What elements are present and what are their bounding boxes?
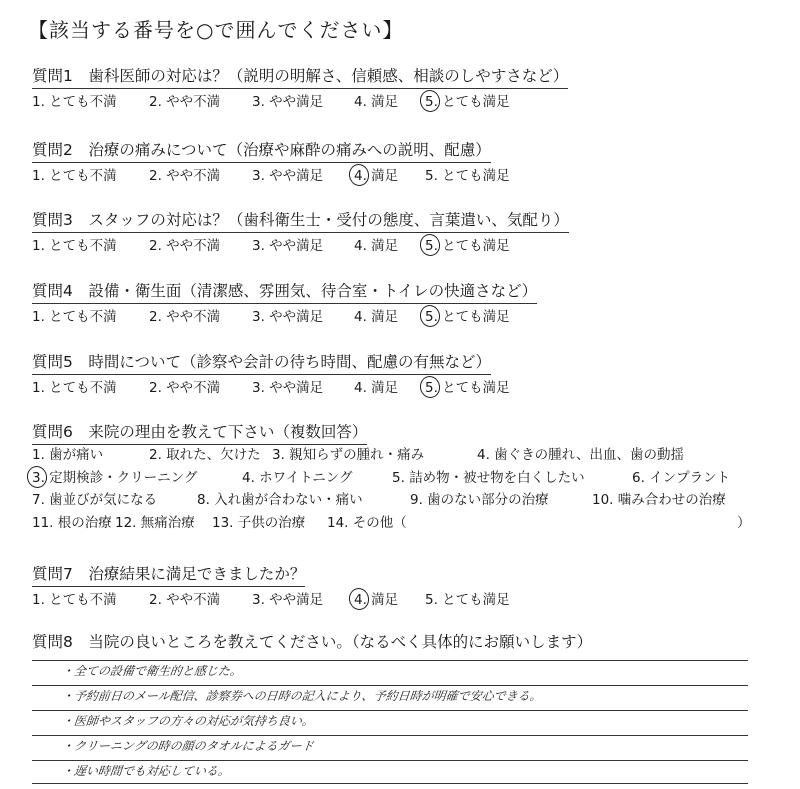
- reason-option-4-4-label: 14. その他（: [327, 514, 407, 531]
- question-4-option-4[interactable]: [354, 307, 398, 327]
- question-5-option-1-label: 1. とても不満: [32, 380, 117, 396]
- reason-option-1-4-label: 4. 歯ぐきの腫れ、出血、歯の動揺: [477, 447, 684, 463]
- question-2-option-4[interactable]: [354, 166, 398, 186]
- question-1-option-5-label: 5. とても満足: [425, 94, 510, 110]
- question-7-option-5[interactable]: [425, 590, 510, 610]
- question-7-option-3-label: 3. やや満足: [252, 592, 324, 608]
- question-3-option-4[interactable]: [354, 236, 398, 256]
- question-7-option-4[interactable]: [354, 590, 398, 610]
- reason-option-3-1-label: 7. 歯並びが気になる: [32, 492, 158, 508]
- question-3-option-4-label: 4. 満足: [354, 238, 399, 254]
- answer-line-5: [32, 760, 748, 761]
- answer-line-4: [32, 735, 748, 736]
- question-5-option-4[interactable]: [354, 378, 398, 398]
- question-2-option-3[interactable]: [252, 166, 323, 186]
- question-2-option-3-label: 3. やや満足: [252, 168, 324, 184]
- question-4-option-5[interactable]: [425, 307, 510, 327]
- question-4-option-1[interactable]: [32, 307, 117, 327]
- reason-option-1-3[interactable]: [272, 445, 424, 465]
- question-5-title: 質問5 時間について（診察や会計の待ち時間、配慮の有無など）: [32, 352, 491, 375]
- question-3-option-5-label: 5. とても満足: [425, 238, 510, 254]
- question-7-option-1[interactable]: [32, 590, 117, 610]
- reason-option-3-3-label: 9. 歯のない部分の治療: [410, 492, 549, 508]
- reason-option-2-1-label: 3. 定期検診・クリーニング: [32, 469, 198, 486]
- question-1-option-4-label: 4. 満足: [354, 94, 399, 110]
- question-3-option-5[interactable]: [425, 236, 510, 256]
- question-5-option-3-label: 3. やや満足: [252, 380, 324, 396]
- reason-option-1-1[interactable]: [32, 445, 103, 465]
- question-3-option-3[interactable]: [252, 236, 323, 256]
- reason-option-4-4[interactable]: [327, 513, 407, 533]
- question-1-option-2[interactable]: [149, 92, 220, 112]
- reason-option-2-4[interactable]: [632, 468, 730, 488]
- reason-option-4-1-label: 11. 根の治療: [32, 514, 112, 531]
- question-5-option-1[interactable]: [32, 378, 117, 398]
- question-5-option-2-label: 2. やや不満: [149, 380, 221, 396]
- question-4-option-4-label: 4. 満足: [354, 309, 399, 325]
- question-1-option-2-label: 2. やや不満: [149, 94, 221, 110]
- handwritten-answer-3: ・医師やスタッフの方々の対応が気持ち良い。: [61, 714, 315, 728]
- question-5-option-4-label: 4. 満足: [354, 380, 399, 396]
- other-close-paren: ）: [737, 514, 751, 531]
- question-7-option-1-label: 1. とても不満: [32, 592, 117, 608]
- question-3-option-2-label: 2. やや不満: [149, 238, 221, 254]
- reason-option-3-4-label: 10. 噛み合わせの治療: [592, 492, 726, 508]
- answer-line-2: [32, 685, 748, 686]
- reason-option-4-3-label: 13. 子供の治療: [212, 514, 306, 531]
- question-7-option-2-label: 2. やや不満: [149, 592, 221, 608]
- question-4-option-2-label: 2. やや不満: [149, 309, 221, 325]
- question-5-option-5-label: 5. とても満足: [425, 380, 510, 396]
- question-7-title: 質問7 治療結果に満足できましたか？: [32, 564, 305, 587]
- question-2-option-2-label: 2. やや不満: [149, 168, 221, 184]
- page-title: 【該当する番号を○で囲んでください】: [28, 18, 404, 42]
- question-7-option-5-label: 5. とても満足: [425, 592, 510, 608]
- question-1-option-1-label: 1. とても不満: [32, 94, 117, 110]
- reason-option-3-2[interactable]: [197, 490, 363, 510]
- reason-option-2-3[interactable]: [392, 468, 585, 488]
- question-6-title: 質問6 来院の理由を教えて下さい（複数回答）: [32, 422, 367, 445]
- question-7-option-4-label: 4. 満足: [354, 592, 399, 608]
- question-4-option-5-label: 5. とても満足: [425, 309, 510, 325]
- question-4-title: 質問4 設備・衛生面（清潔感、雰囲気、待合室・トイレの快適さなど）: [32, 281, 537, 304]
- question-2-option-1-label: 1. とても不満: [32, 168, 117, 184]
- answer-line-3: [32, 710, 748, 711]
- handwritten-answer-1: ・全ての設備で衛生的と感じた。: [61, 664, 243, 678]
- question-3-title: 質問3 スタッフの対応は？（歯科衛生士・受付の態度、言葉遣い、気配り）: [32, 210, 569, 233]
- reason-option-3-2-label: 8. 入れ歯が合わない・痛い: [197, 492, 363, 508]
- handwritten-answer-5: ・遅い時間でも対応している。: [61, 764, 231, 778]
- question-3-option-2[interactable]: [149, 236, 220, 256]
- question-3-option-1[interactable]: [32, 236, 117, 256]
- reason-option-1-3-label: 3. 親知らずの腫れ・痛み: [272, 447, 425, 463]
- question-2-option-4-label: 4. 満足: [354, 168, 399, 184]
- reason-option-2-1[interactable]: [32, 468, 197, 488]
- question-7-option-3[interactable]: [252, 590, 323, 610]
- question-1-option-1[interactable]: [32, 92, 117, 112]
- reason-option-1-1-label: 1. 歯が痛い: [32, 447, 104, 463]
- handwritten-answer-4: ・クリーニングの時の顔のタオルによるガード: [61, 739, 315, 753]
- question-5-option-2[interactable]: [149, 378, 220, 398]
- reason-option-2-2[interactable]: [242, 468, 352, 488]
- question-2-option-5-label: 5. とても満足: [425, 168, 510, 184]
- question-7-option-2[interactable]: [149, 590, 220, 610]
- question-4-option-3[interactable]: [252, 307, 323, 327]
- question-2-option-2[interactable]: [149, 166, 220, 186]
- reason-option-2-2-label: 4. ホワイトニング: [242, 469, 353, 486]
- reason-option-1-2-label: 2. 取れた、欠けた: [149, 447, 261, 463]
- reason-option-3-3[interactable]: [410, 490, 549, 510]
- reason-option-4-1[interactable]: [32, 513, 112, 533]
- question-4-option-1-label: 1. とても不満: [32, 309, 117, 325]
- question-1-option-3[interactable]: [252, 92, 323, 112]
- question-1-option-3-label: 3. やや満足: [252, 94, 324, 110]
- reason-option-4-2[interactable]: [115, 513, 195, 533]
- question-1-option-4[interactable]: [354, 92, 398, 112]
- reason-option-1-4[interactable]: [477, 445, 684, 465]
- reason-option-4-3[interactable]: [212, 513, 305, 533]
- question-1-title: 質問1 歯科医師の対応は？（説明の明解さ、信頼感、相談のしやすさなど）: [32, 66, 568, 89]
- question-4-option-2[interactable]: [149, 307, 220, 327]
- answer-line-1: [32, 660, 748, 661]
- question-5-option-5[interactable]: [425, 378, 510, 398]
- question-8-title: 質問8 当院の良いところを教えてください。（なるべく具体的にお願いします）: [32, 633, 593, 651]
- reason-option-4-2-label: 12. 無痛治療: [115, 514, 195, 531]
- reason-option-3-1[interactable]: [32, 490, 157, 510]
- handwritten-answer-2: ・予約前日のメール配信、診察券への日時の記入により、予約日時が明確で安心できる。: [61, 689, 543, 703]
- question-5-option-3[interactable]: [252, 378, 323, 398]
- question-3-option-3-label: 3. やや満足: [252, 238, 324, 254]
- reason-option-1-2[interactable]: [149, 445, 261, 465]
- question-3-option-1-label: 1. とても不満: [32, 238, 117, 254]
- answer-line-6: [32, 783, 748, 784]
- reason-option-2-3-label: 5. 詰め物・被せ物を白くしたい: [392, 469, 585, 486]
- reason-option-2-4-label: 6. インプラント: [632, 469, 731, 486]
- question-2-option-1[interactable]: [32, 166, 117, 186]
- question-2-title: 質問2 治療の痛みについて（治療や麻酔の痛みへの説明、配慮）: [32, 140, 491, 163]
- question-2-option-5[interactable]: [425, 166, 510, 186]
- reason-option-3-4[interactable]: [592, 490, 726, 510]
- question-4-option-3-label: 3. やや満足: [252, 309, 324, 325]
- question-1-option-5[interactable]: [425, 92, 510, 112]
